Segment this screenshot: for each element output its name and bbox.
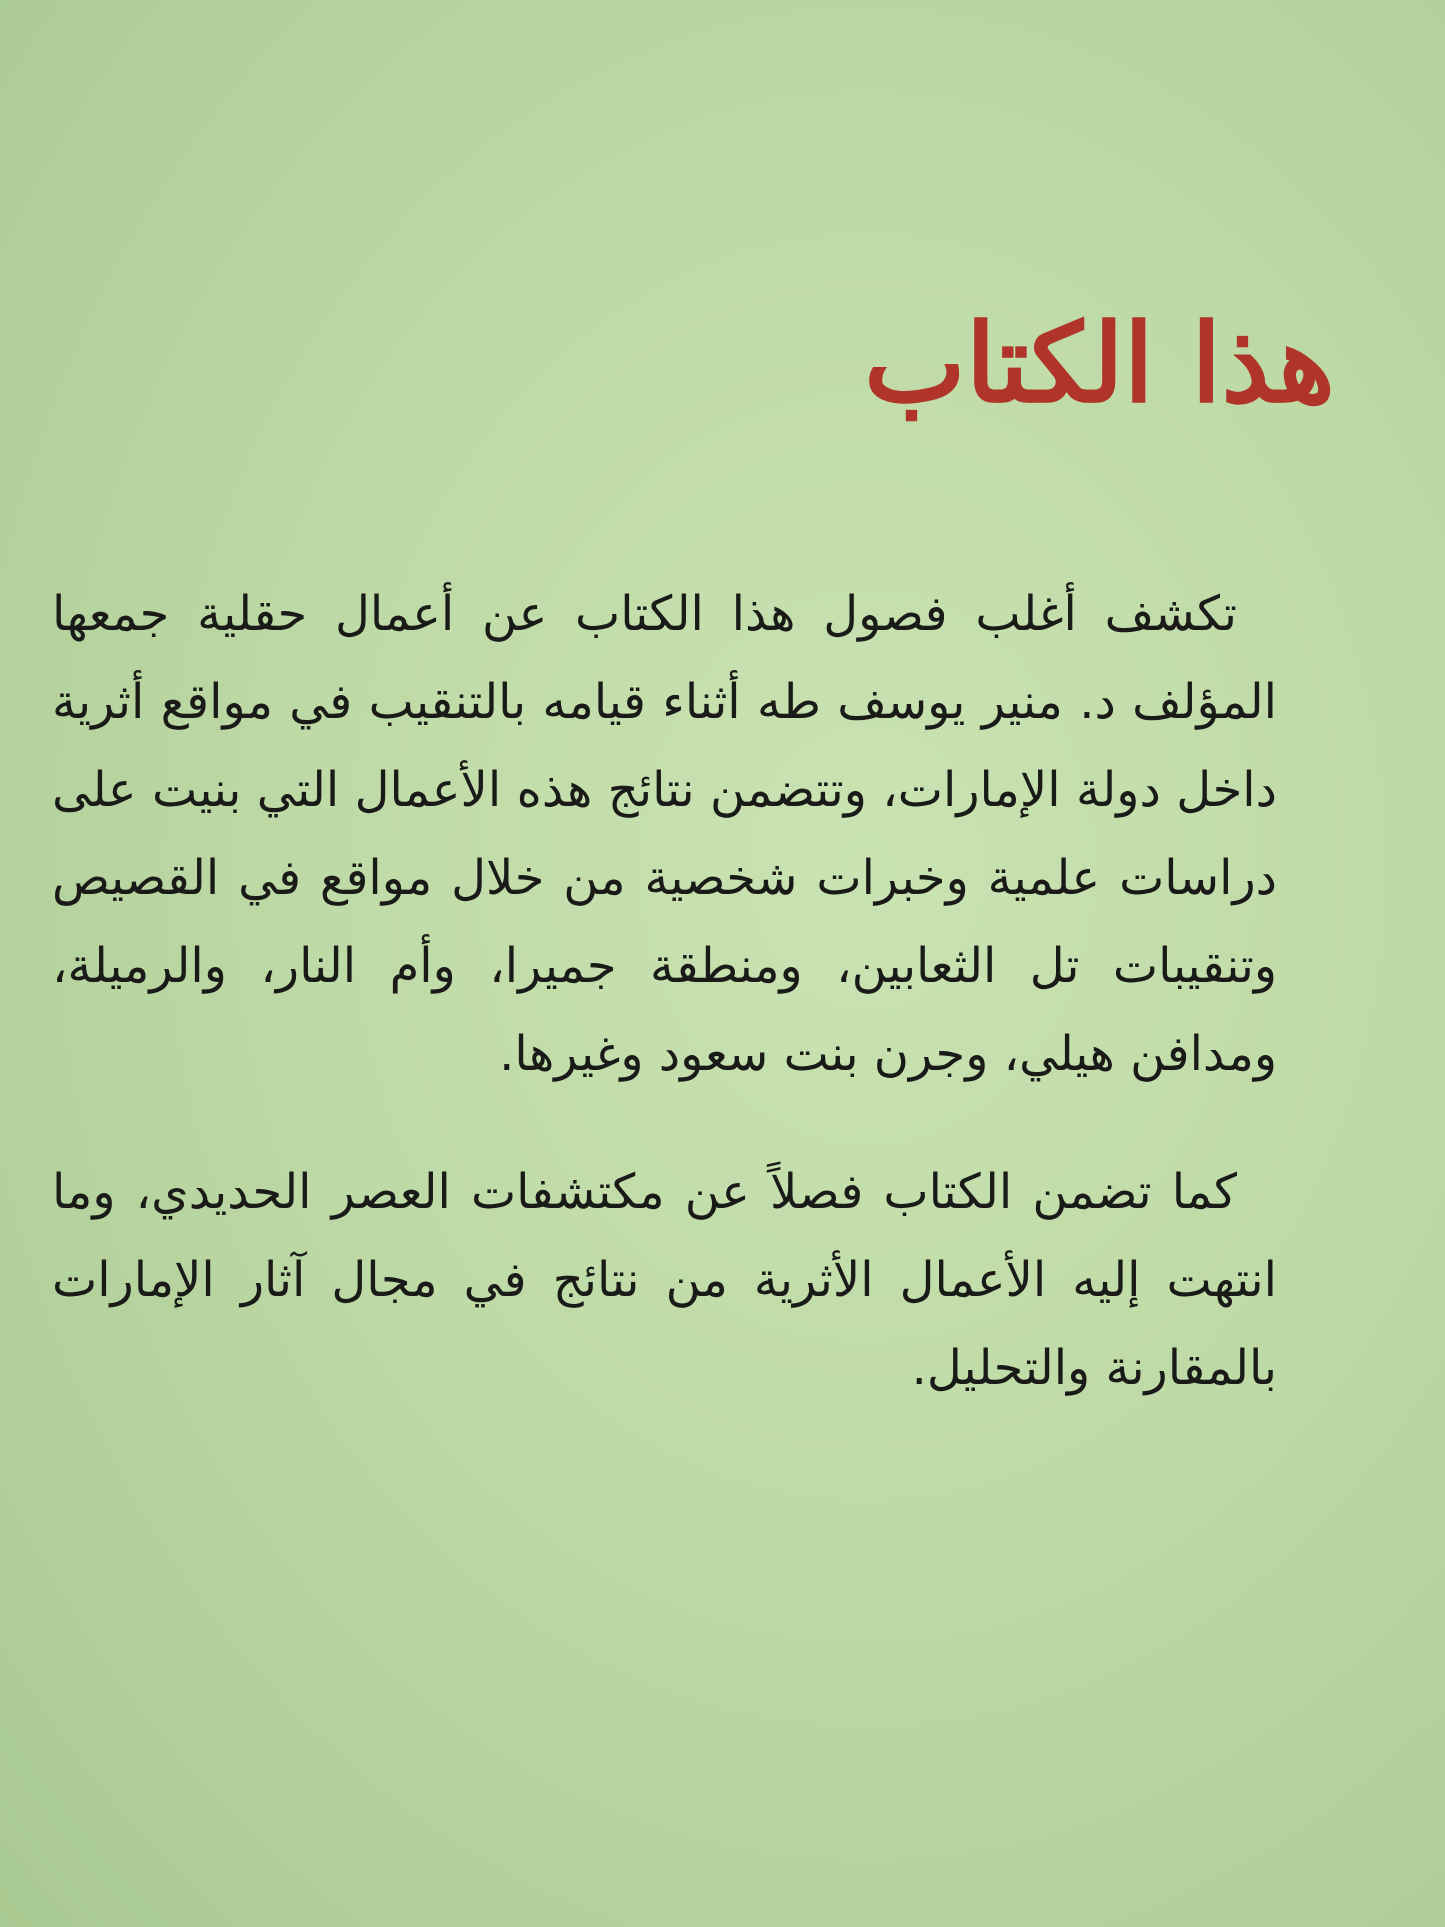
description-text-block	[52, 570, 1277, 1412]
section-heading: هذا الكتاب	[864, 301, 1335, 427]
description-paragraph-2	[52, 1148, 1277, 1412]
paragraph-2-text: كما تضمن الكتاب فصلاً عن مكتشفات العصر الحديدي، وما انتهت إليه الأعمال الأثرية من نتائج في مجال آثار الإمارات بالمقارنة والتحليل.	[52, 1164, 1277, 1396]
paragraph-1-text: تكشف أغلب فصول هذا الكتاب عن أعمال حقلية جمعها المؤلف د. منير يوسف طه أثناء قيامه بالتنقيب في مواقع أثرية داخل دولة الإمارات، وتتضمن نتائج هذه الأعمال التي بنيت على دراسات علمية وخبرات شخصية من خلال مواقع في القصيص وتنقيبات تل الثعابين، ومنطقة جميرا، وأم النار، والرميلة، ومدافن هيلي، وجرن بنت سعود وغيرها.	[52, 586, 1277, 1082]
description-paragraph-1	[52, 570, 1277, 1098]
